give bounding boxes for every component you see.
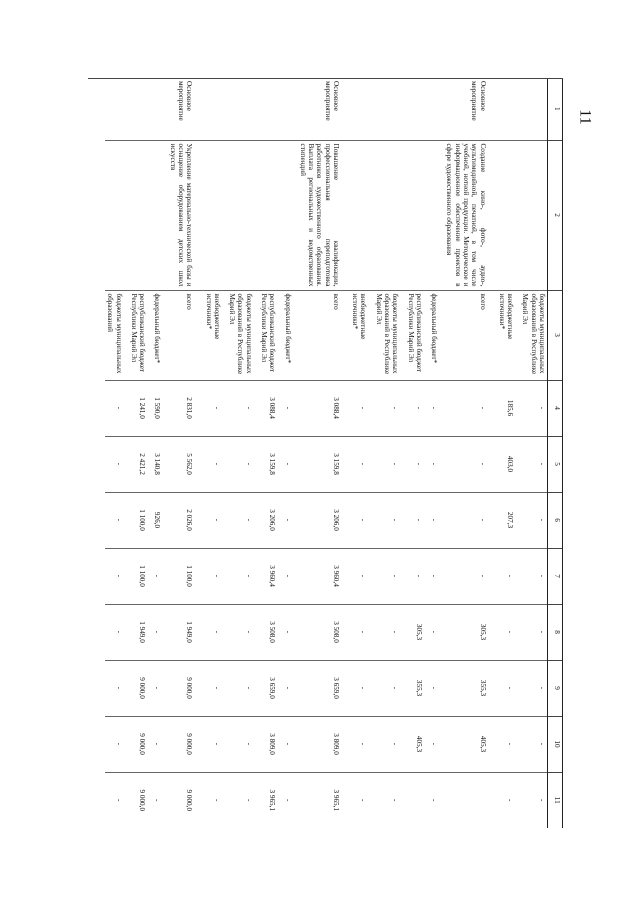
cell-amount-col-6: 3 206,0 <box>259 492 283 548</box>
cell-event-type: Основное мероприятие <box>470 81 487 121</box>
cell-funding-source: республиканский бюджет Республики Марий Эл <box>405 290 429 380</box>
cell-amount-col-7: - <box>152 548 167 604</box>
cell-amount-col-4: 185,6 <box>497 380 521 436</box>
cell-amount-col-8: 305,3 <box>444 604 496 660</box>
cell-amount-col-7: 3 960,4 <box>298 548 350 604</box>
cell-amount-col-4: - <box>227 380 259 436</box>
cell-amount-col-11: - <box>152 772 167 828</box>
cell-amount-col-5: - <box>405 436 429 492</box>
cell-amount-col-4: - <box>429 380 444 436</box>
cell-amount-col-10: 405,3 <box>444 716 496 772</box>
column-header-2: 2 <box>548 140 563 290</box>
cell-amount-col-10: - <box>152 716 167 772</box>
cell-amount-col-8: - <box>227 604 259 660</box>
cell-amount-col-5: 403,0 <box>497 436 521 492</box>
cell-amount-col-9: 3 659,0 <box>259 660 283 716</box>
cell-event-type <box>429 78 444 140</box>
cell-event-type <box>105 78 129 140</box>
cell-amount-col-11 <box>444 772 496 828</box>
cell-amount-col-11: - <box>429 772 444 828</box>
cell-amount-col-10: - <box>350 716 374 772</box>
cell-amount-col-4: 2 831,0 <box>167 380 203 436</box>
column-header-5: 5 <box>548 436 563 492</box>
table-row <box>203 78 227 828</box>
cell-amount-col-10: - <box>227 716 259 772</box>
cell-amount-col-6: - <box>282 492 297 548</box>
cell-amount-col-10: 9 000,0 <box>129 716 153 772</box>
cell-amount-col-5: 3 159,8 <box>298 436 350 492</box>
cell-amount-col-4: 3 088,4 <box>259 380 283 436</box>
cell-event-type <box>259 78 283 140</box>
cell-amount-col-4: - <box>105 380 129 436</box>
cell-amount-col-6: 207,3 <box>497 492 521 548</box>
cell-event-type <box>497 78 521 140</box>
cell-amount-col-9: 3 659,0 <box>298 660 350 716</box>
cell-amount-col-6: - <box>203 492 227 548</box>
cell-amount-col-5: 3 140,8 <box>152 436 167 492</box>
cell-amount-col-4: 3 088,4 <box>298 380 350 436</box>
cell-amount-col-10: - <box>282 716 297 772</box>
cell-amount-col-7: - <box>282 548 297 604</box>
cell-amount-col-6: 926,0 <box>152 492 167 548</box>
cell-amount-col-7: - <box>374 548 406 604</box>
cell-amount-col-8: 3 508,0 <box>259 604 283 660</box>
cell-amount-col-10: 3 809,0 <box>259 716 283 772</box>
table-row <box>227 78 259 828</box>
cell-amount-col-9: - <box>152 660 167 716</box>
table-header-row <box>548 78 563 828</box>
cell-event-type <box>152 78 167 140</box>
cell-amount-col-6: - <box>374 492 406 548</box>
cell-amount-col-7: - <box>444 548 496 604</box>
cell-amount-col-11: - <box>227 772 259 828</box>
cell-amount-col-8: - <box>350 604 374 660</box>
cell-event-name <box>105 140 129 290</box>
cell-amount-col-10: - <box>105 716 129 772</box>
cell-amount-col-4: - <box>350 380 374 436</box>
cell-funding-source: федеральный бюджет* <box>152 290 167 380</box>
cell-amount-col-8: - <box>152 604 167 660</box>
cell-funding-source: республиканский бюджет Республики Марий Эл <box>259 290 283 380</box>
cell-amount-col-7: - <box>520 548 547 604</box>
cell-event-name <box>497 140 521 290</box>
cell-funding-source: федеральный бюджет* <box>429 290 444 380</box>
cell-event-name: Создание кино-, фото-, аудио-, мультимедийной, печатной, в том числе учебной, нотной продукции. Методическое и информационное обеспечение проектов в сфере художественного образования <box>444 140 496 290</box>
cell-funding-source: бюджеты муниципальных образований в Республике Марий Эл <box>520 290 547 380</box>
column-header-7: 7 <box>548 548 563 604</box>
cell-event-type <box>129 78 153 140</box>
cell-event-name <box>282 140 297 290</box>
cell-amount-col-5: - <box>520 436 547 492</box>
cell-amount-col-9: 355,3 <box>405 660 429 716</box>
cell-amount-col-11: 9 000,0 <box>167 772 203 828</box>
cell-amount-col-6: - <box>444 492 496 548</box>
cell-amount-col-9: - <box>282 660 297 716</box>
cell-amount-col-5: - <box>350 436 374 492</box>
cell-amount-col-4: - <box>520 380 547 436</box>
cell-amount-col-5: 2 421,2 <box>129 436 153 492</box>
cell-event-type: Основное мероприятие <box>323 81 340 121</box>
table-row <box>444 78 496 828</box>
cell-event-name <box>350 140 374 290</box>
cell-amount-col-6: 3 206,0 <box>298 492 350 548</box>
cell-amount-col-11: - <box>520 772 547 828</box>
table-row <box>259 78 283 828</box>
cell-event-name <box>259 140 283 290</box>
cell-amount-col-11: - <box>497 772 521 828</box>
cell-amount-col-8: 3 508,0 <box>298 604 350 660</box>
cell-event-name <box>129 140 153 290</box>
cell-amount-col-10: - <box>497 716 521 772</box>
table-row <box>497 78 521 828</box>
cell-amount-col-9: - <box>203 660 227 716</box>
cell-amount-col-8: - <box>282 604 297 660</box>
cell-amount-col-11 <box>405 772 429 828</box>
cell-amount-col-10: - <box>429 716 444 772</box>
cell-amount-col-11: - <box>282 772 297 828</box>
column-header-6: 6 <box>548 492 563 548</box>
cell-amount-col-8: - <box>520 604 547 660</box>
cell-amount-col-11: 3 965,1 <box>259 772 283 828</box>
cell-amount-col-11: - <box>105 772 129 828</box>
cell-funding-source: бюджеты муниципальных образований в Республике Марий Эл <box>227 290 259 380</box>
column-header-9: 9 <box>548 660 563 716</box>
cell-amount-col-10: - <box>203 716 227 772</box>
cell-amount-col-6: - <box>429 492 444 548</box>
cell-amount-col-10: 3 809,0 <box>298 716 350 772</box>
cell-amount-col-8: - <box>203 604 227 660</box>
cell-amount-col-4: - <box>374 380 406 436</box>
table-row <box>520 78 547 828</box>
cell-amount-col-9: - <box>497 660 521 716</box>
table-row <box>429 78 444 828</box>
cell-amount-col-9: - <box>374 660 406 716</box>
cell-funding-source: бюджеты муниципальных образований <box>105 290 129 380</box>
page-number: 11 <box>576 109 594 125</box>
cell-amount-col-9: - <box>429 660 444 716</box>
cell-amount-col-4: 1 590,0 <box>152 380 167 436</box>
cell-funding-source: федеральный бюджет* <box>282 290 297 380</box>
cell-amount-col-4: 1 241,0 <box>129 380 153 436</box>
table-body <box>105 78 547 828</box>
cell-amount-col-10: - <box>520 716 547 772</box>
cell-funding-source: республиканский бюджет Республики Марий Эл <box>129 290 153 380</box>
cell-amount-col-8: - <box>429 604 444 660</box>
cell-amount-col-5: - <box>105 436 129 492</box>
cell-event-type <box>405 78 429 140</box>
cell-amount-col-7: - <box>497 548 521 604</box>
cell-amount-col-6: - <box>350 492 374 548</box>
cell-amount-col-5: - <box>227 436 259 492</box>
cell-amount-col-8: - <box>105 604 129 660</box>
rotated-table-sheet <box>88 78 563 828</box>
table-row <box>152 78 167 828</box>
cell-amount-col-5: - <box>203 436 227 492</box>
cell-amount-col-9: 9 000,0 <box>167 660 203 716</box>
cell-amount-col-6: - <box>405 492 429 548</box>
table-rotation-wrapper <box>88 78 563 828</box>
cell-amount-col-7: - <box>203 548 227 604</box>
cell-amount-col-7: - <box>105 548 129 604</box>
cell-amount-col-5: - <box>429 436 444 492</box>
cell-amount-col-5: - <box>282 436 297 492</box>
cell-amount-col-9: - <box>227 660 259 716</box>
cell-event-name <box>429 140 444 290</box>
cell-event-name <box>520 140 547 290</box>
cell-funding-source: бюджеты муниципальных образований в Республике Марий Эл <box>374 290 406 380</box>
cell-amount-col-5: 3 159,8 <box>259 436 283 492</box>
cell-amount-col-10: 405,3 <box>405 716 429 772</box>
cell-funding-source: всего <box>298 290 350 380</box>
column-header-10: 10 <box>548 716 563 772</box>
cell-amount-col-11: - <box>350 772 374 828</box>
cell-amount-col-8: 1 949,0 <box>129 604 153 660</box>
cell-amount-col-7: 1 100,0 <box>129 548 153 604</box>
cell-amount-col-9: - <box>105 660 129 716</box>
column-header-11: 11 <box>548 772 563 828</box>
cell-amount-col-9: 9 000,0 <box>129 660 153 716</box>
cell-funding-source: всего <box>444 290 496 380</box>
cell-amount-col-11: - <box>203 772 227 828</box>
cell-event-name: Укрепление материально-технической базы и оснащение оборудованием детских школ искусств <box>167 140 203 290</box>
cell-amount-col-9: - <box>520 660 547 716</box>
cell-event-type <box>374 78 406 140</box>
cell-event-name <box>152 140 167 290</box>
cell-funding-source: внебюджетные источники* <box>350 290 374 380</box>
cell-event-name <box>405 140 429 290</box>
table-row <box>167 78 203 828</box>
cell-amount-col-11: 3 965,1 <box>298 772 350 828</box>
cell-amount-col-5: - <box>444 436 496 492</box>
cell-amount-col-10: - <box>374 716 406 772</box>
cell-amount-col-7: - <box>350 548 374 604</box>
cell-amount-col-11: 9 000,0 <box>129 772 153 828</box>
table-row <box>282 78 297 828</box>
cell-amount-col-7: 3 960,4 <box>259 548 283 604</box>
table-row <box>405 78 429 828</box>
cell-event-type <box>520 78 547 140</box>
cell-amount-col-6: - <box>227 492 259 548</box>
cell-event-name: Повышение квалификации, профессиональная переподготовка работников художественного образования. Выплата региональных и ведомственных стипендий <box>298 140 350 290</box>
cell-event-name <box>227 140 259 290</box>
cell-amount-col-6: - <box>105 492 129 548</box>
cell-amount-col-4: - <box>405 380 429 436</box>
cell-amount-col-4: - <box>203 380 227 436</box>
table-row <box>350 78 374 828</box>
cell-amount-col-8: 305,3 <box>405 604 429 660</box>
column-header-4: 4 <box>548 380 563 436</box>
cell-amount-col-5: 5 562,0 <box>167 436 203 492</box>
cell-event-type <box>227 78 259 140</box>
cell-amount-col-8: - <box>374 604 406 660</box>
cell-amount-col-7: 1 100,0 <box>167 548 203 604</box>
table-row <box>105 78 129 828</box>
column-header-1: 1 <box>548 78 563 140</box>
column-header-8: 8 <box>548 604 563 660</box>
cell-event-name <box>374 140 406 290</box>
cell-event-type <box>282 78 297 140</box>
cell-amount-col-7: - <box>227 548 259 604</box>
cell-amount-col-6: 2 026,0 <box>167 492 203 548</box>
cell-amount-col-9: - <box>350 660 374 716</box>
column-header-3: 3 <box>548 290 563 380</box>
cell-funding-source: внебюджетные источники* <box>497 290 521 380</box>
cell-funding-source: всего <box>167 290 203 380</box>
cell-amount-col-7: - <box>405 548 429 604</box>
table-row <box>129 78 153 828</box>
cell-amount-col-6: - <box>520 492 547 548</box>
table-row <box>374 78 406 828</box>
cell-amount-col-4: - <box>282 380 297 436</box>
cell-amount-col-8: - <box>497 604 521 660</box>
cell-event-name <box>203 140 227 290</box>
cell-amount-col-7: - <box>429 548 444 604</box>
cell-amount-col-8: 1 949,0 <box>167 604 203 660</box>
funding-table <box>105 78 563 828</box>
cell-event-type: Основное мероприятие <box>177 81 194 121</box>
cell-event-type <box>350 78 374 140</box>
cell-event-type <box>203 78 227 140</box>
cell-amount-col-9: 355,3 <box>444 660 496 716</box>
cell-amount-col-10: 9 000,0 <box>167 716 203 772</box>
table-row <box>298 78 350 828</box>
cell-amount-col-6: 1 100,0 <box>129 492 153 548</box>
cell-amount-col-11: - <box>374 772 406 828</box>
cell-funding-source: внебюджетные источники* <box>203 290 227 380</box>
cell-amount-col-5: - <box>374 436 406 492</box>
cell-amount-col-4: - <box>444 380 496 436</box>
